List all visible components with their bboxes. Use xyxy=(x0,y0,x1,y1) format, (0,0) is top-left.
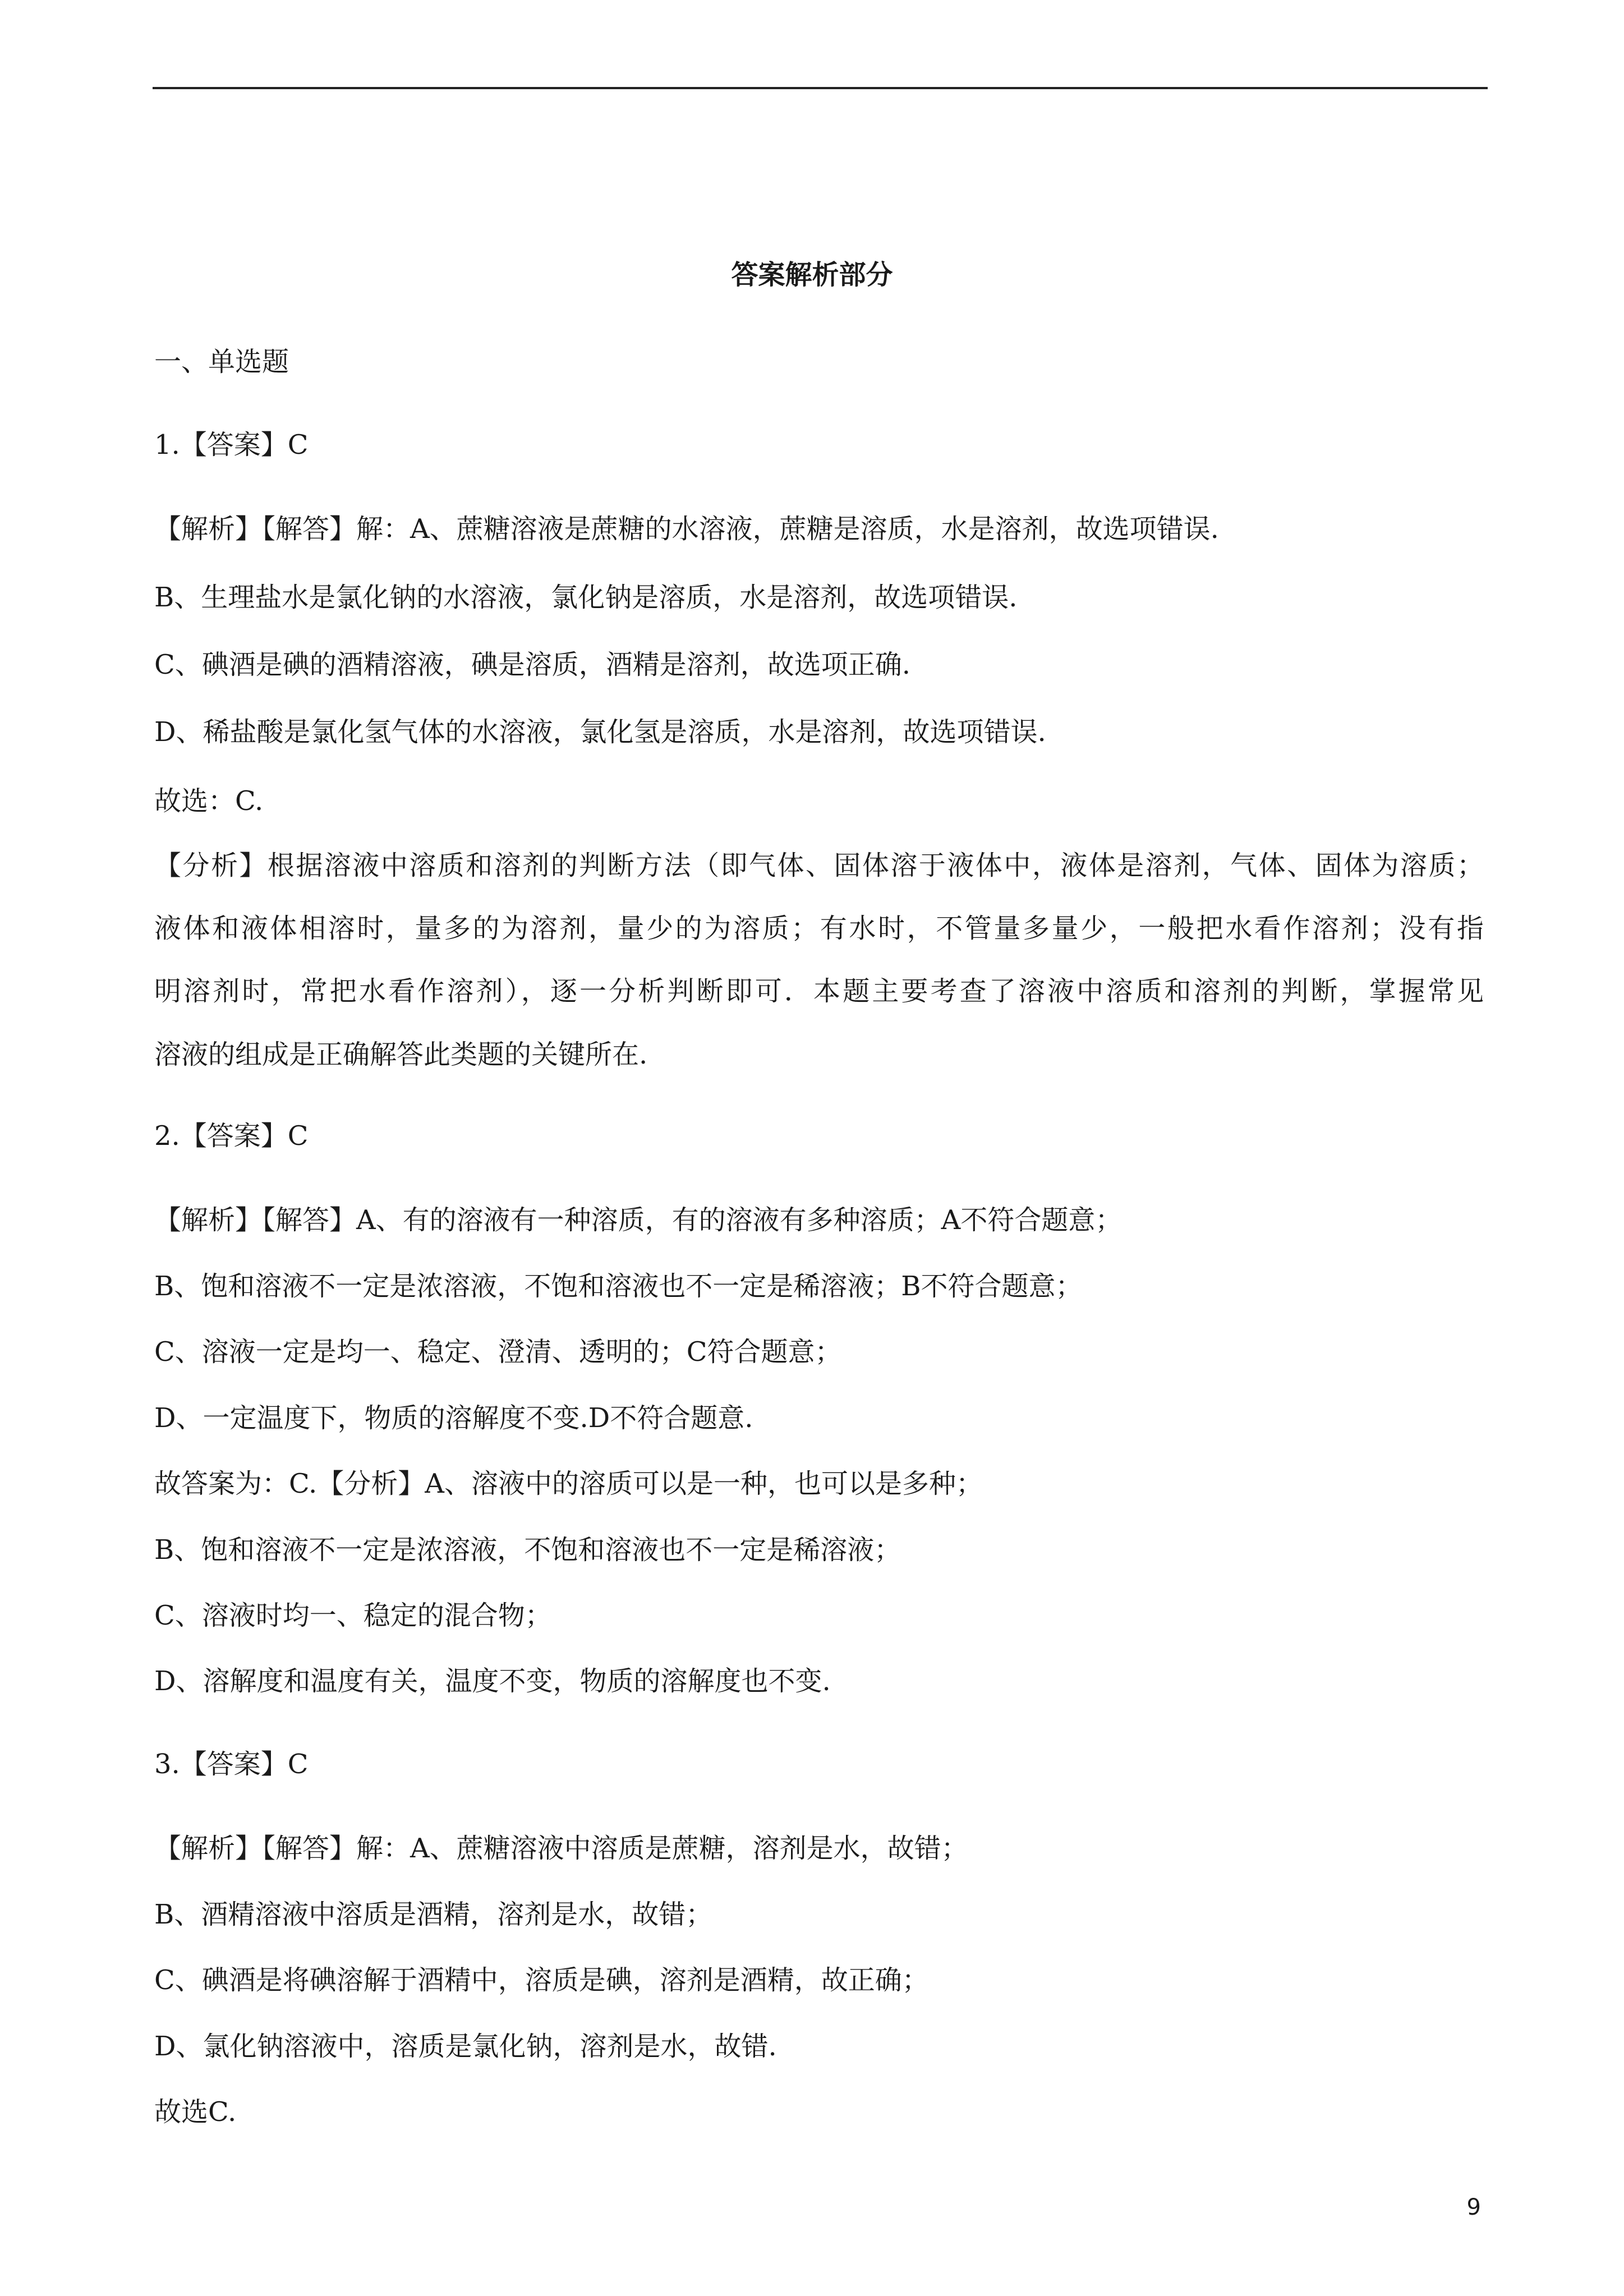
q1-line: C、碘酒是碘的酒精溶液，碘是溶质，酒精是溶剂，故选项正确. xyxy=(154,649,910,680)
q1-analysis-line: 溶液的组成是正确解答此类题的关键所在. xyxy=(154,1039,648,1070)
q1-analysis-line: 液体和液体相溶时，量多的为溶剂，量少的为溶质；有水时，不管量多量少，一般把水看作溶剂；没有指 xyxy=(154,913,1484,944)
q1-line: 【解析】【解答】解：A、蔗糖溶液是蔗糖的水溶液，蔗糖是溶质，水是溶剂，故选项错误. xyxy=(154,513,1219,545)
q3-line: B、酒精溶液中溶质是酒精，溶剂是水，故错； xyxy=(154,1899,713,1930)
q2-line: 故答案为：C.【分析】A、溶液中的溶质可以是一种，也可以是多种； xyxy=(154,1468,983,1499)
q2-line: B、饱和溶液不一定是浓溶液，不饱和溶液也不一定是稀溶液；B不符合题意； xyxy=(154,1271,1083,1302)
q1-line: D、稀盐酸是氯化氢气体的水溶液，氯化氢是溶质，水是溶剂，故选项错误. xyxy=(154,716,1046,748)
page-title: 答案解析部分 xyxy=(731,259,893,291)
q2-line: C、溶液时均一、稳定的混合物； xyxy=(154,1600,552,1631)
q3-line: C、碘酒是将碘溶解于酒精中，溶质是碘，溶剂是酒精，故正确； xyxy=(154,1964,929,1996)
q3-answer: 3.【答案】C xyxy=(154,1749,309,1780)
q3-line: D、氯化钠溶液中，溶质是氯化钠，溶剂是水，故错. xyxy=(154,2031,777,2062)
page-number: 9 xyxy=(1466,2194,1481,2220)
q2-line: D、溶解度和温度有关，温度不变，物质的溶解度也不变. xyxy=(154,1665,831,1697)
q2-line: 【解析】【解答】A、有的溶液有一种溶质，有的溶液有多种溶质；A不符合题意； xyxy=(154,1204,1122,1236)
q1-analysis-line: 明溶剂时，常把水看作溶剂），逐一分析判断即可．本题主要考查了溶液中溶质和溶剂的判断，掌握常见 xyxy=(154,976,1484,1007)
q1-line: 故选：C. xyxy=(154,785,264,817)
q3-line: 故选C. xyxy=(154,2096,237,2128)
q2-line: B、饱和溶液不一定是浓溶液，不饱和溶液也不一定是稀溶液； xyxy=(154,1534,901,1566)
q2-answer: 2.【答案】C xyxy=(154,1120,309,1152)
q1-line: B、生理盐水是氯化钠的水溶液，氯化钠是溶质，水是溶剂，故选项错误. xyxy=(154,582,1018,613)
q2-line: C、溶液一定是均一、稳定、澄清、透明的；C符合题意； xyxy=(154,1336,842,1368)
q1-analysis-line: 【分析】根据溶液中溶质和溶剂的判断方法（即气体、固体溶于液体中，液体是溶剂，气体、固体为溶质； xyxy=(154,850,1484,881)
q1-answer: 1.【答案】C xyxy=(154,429,309,461)
q3-line: 【解析】【解答】解：A、蔗糖溶液中溶质是蔗糖，溶剂是水，故错； xyxy=(154,1833,968,1864)
section-heading: 一、单选题 xyxy=(154,346,289,378)
header-rule xyxy=(153,87,1488,89)
q2-line: D、一定温度下，物质的溶解度不变.D不符合题意. xyxy=(154,1402,753,1434)
